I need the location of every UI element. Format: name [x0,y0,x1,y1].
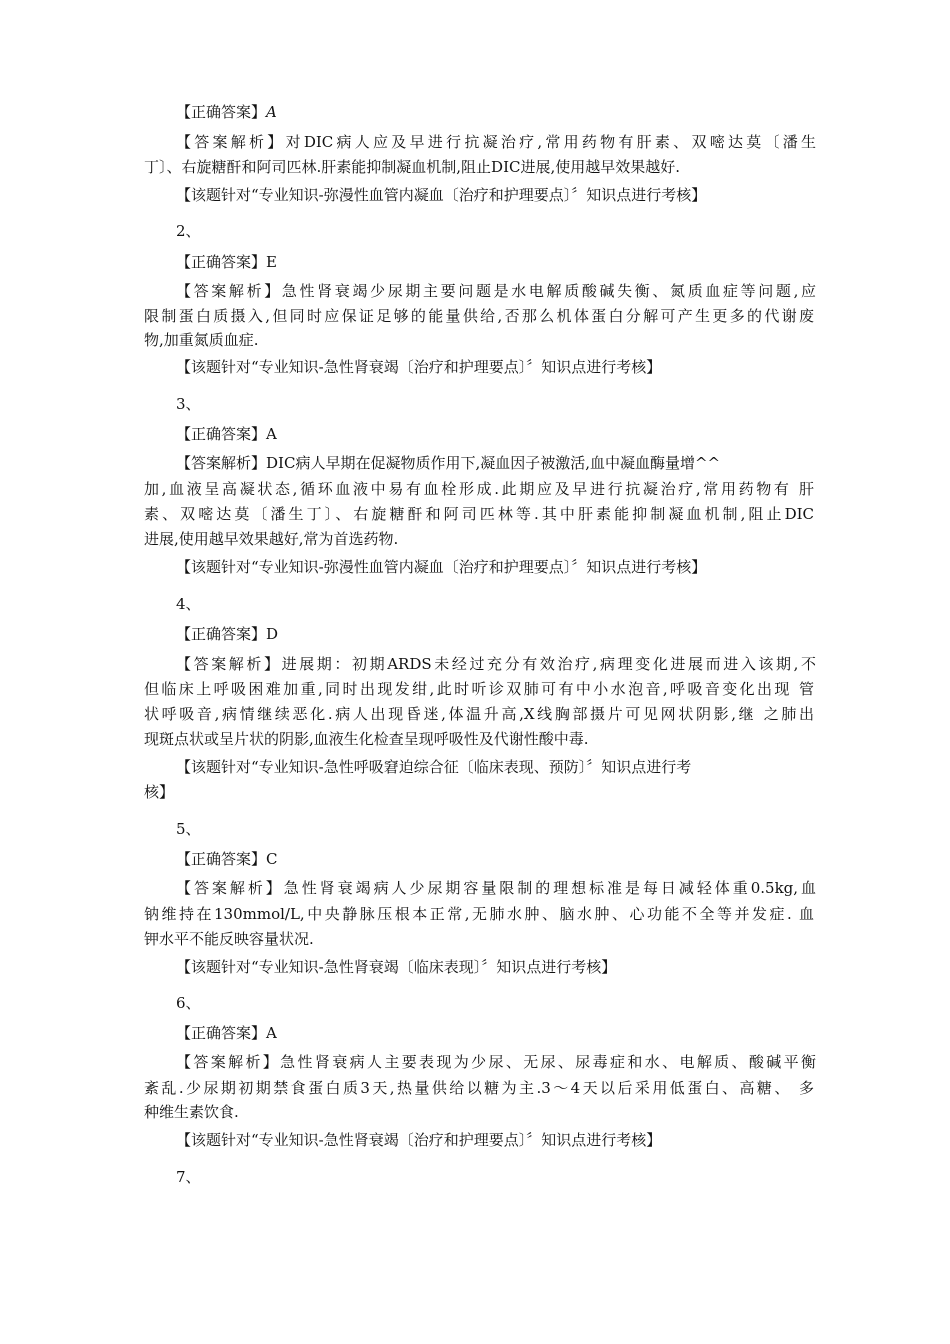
answer-value: A [266,1024,277,1042]
explanation-label: 【答案解析】 [176,282,282,300]
topic-note: 【该题针对“专业知识-急性呼吸窘迫综合征〔临床表现、预防〕〞知识点进行考 [176,758,692,776]
explanation-line: 【答案解析】急性肾衰病人主要表现为少尿、无尿、尿毒症和水、电解质、酸碱平衡 [176,1053,816,1071]
answer-value: A [266,425,277,443]
explanation-label: 【答案解析】 [176,454,267,472]
topic-note: 【该题针对“专业知识-急性肾衰竭〔临床表现〕〞知识点进行考核】 [176,958,617,976]
answer-line [176,101,816,123]
question-number: 6、 [176,994,201,1012]
answer-value: A [266,103,277,121]
answer-label: 【正确答案】 [176,425,267,443]
answer-value: E [266,253,277,271]
explanation-line: 紊乱.少尿期初期禁食蛋白质3天,热量供给以糖为主.3〜4天以后采用低蛋白、高糖、 多 [144,1079,814,1097]
question-number: 5、 [176,820,201,838]
explanation-line: 【答案解析】急性肾衰竭少尿期主要问题是水电解质酸碱失衡、氮质血症等问题,应 [176,282,816,300]
question-number: 7、 [176,1168,201,1186]
explanation-line: 【答案解析】对DIC病人应及早进行抗凝治疗,常用药物有肝素、双嘧达莫〔潘生 [176,133,816,151]
explanation-label: 【答案解析】 [176,655,282,673]
answer-value: C [266,850,278,868]
topic-note: 【该题针对“专业知识-急性肾衰竭〔治疗和护理要点〕〞知识点进行考核】 [176,1131,662,1149]
explanation-line: 【答案解析】DIC病人早期在促凝物质作用下,凝血因子被激活,血中凝血酶量增^^ [176,454,721,472]
explanation-line: 钾水平不能反映容量状况. [144,930,314,948]
explanation-label: 【答案解析】 [176,133,286,151]
explanation-line: 丁〕、右旋糖酐和阿司匹林.肝素能抑制凝血机制,阻止DIC进展,使用越早效果越好. [144,158,681,176]
explanation-label: 【答案解析】 [176,879,284,897]
explanation-line: 种维生素饮食. [144,1103,239,1121]
answer-label: 【正确答案】 [176,850,267,868]
explanation-line: 【答案解析】急性肾衰竭病人少尿期容量限制的理想标准是每日减轻体重0.5kg,血 [176,879,816,897]
answer-label: 【正确答案】 [176,1024,267,1042]
explanation-line: 加,血液呈高凝状态,循环血液中易有血栓形成.此期应及早进行抗凝治疗,常用药物有 肝 [144,480,814,498]
question-number: 4、 [176,595,201,613]
question-number: 3、 [176,395,201,413]
question-number: 2、 [176,222,201,240]
answer-line [176,251,816,273]
topic-note: 核】 [144,783,175,801]
answer-value: D [266,625,279,643]
topic-note: 【该题针对“专业知识-弥漫性血管内凝血〔治疗和护理要点〕〞知识点进行考核】 [176,186,707,204]
answer-line [176,848,816,870]
explanation-line: 物,加重氮质血症. [144,331,259,349]
topic-note: 【该题针对“专业知识-急性肾衰竭〔治疗和护理要点〕〞知识点进行考核】 [176,358,662,376]
explanation-label: 【答案解析】 [176,1053,281,1071]
answer-line [176,623,816,645]
answer-label: 【正确答案】 [176,103,267,121]
explanation-line: 但临床上呼吸困难加重,同时出现发绀,此时听诊双肺可有中小水泡音,呼吸音变化出现 管 [144,680,814,698]
explanation-line: 状呼吸音,病情继续恶化.病人出现昏迷,体温升高,X线胸部摄片可见网状阴影,继 之肺出 [144,705,814,723]
answer-label: 【正确答案】 [176,253,267,271]
explanation-line: 【答案解析】进展期：初期ARDS未经过充分有效治疗,病理变化进展而进入该期,不 [176,655,816,673]
answer-line [176,1022,816,1044]
explanation-line: 钠维持在130mmol/L,中央静脉压根本正常,无肺水肿、脑水肿、心功能不全等并发症. 血 [144,905,814,923]
topic-note: 【该题针对“专业知识-弥漫性血管内凝血〔治疗和护理要点〕〞知识点进行考核】 [176,558,707,576]
explanation-line: 限制蛋白质摄入,但同时应保证足够的能量供给,否那么机体蛋白分解可产生更多的代谢废 [144,307,814,325]
explanation-line: 素、双嘧达莫〔潘生丁〕、右旋糖酐和阿司匹林等.其中肝素能抑制凝血机制,阻止DIC [144,505,814,523]
answer-line [176,423,816,445]
explanation-line: 进展,使用越早效果越好,常为首选药物. [144,530,399,548]
explanation-line: 现斑点状或呈片状的阴影,血液生化检查呈现呼吸性及代谢性酸中毒. [144,730,589,748]
answer-label: 【正确答案】 [176,625,267,643]
